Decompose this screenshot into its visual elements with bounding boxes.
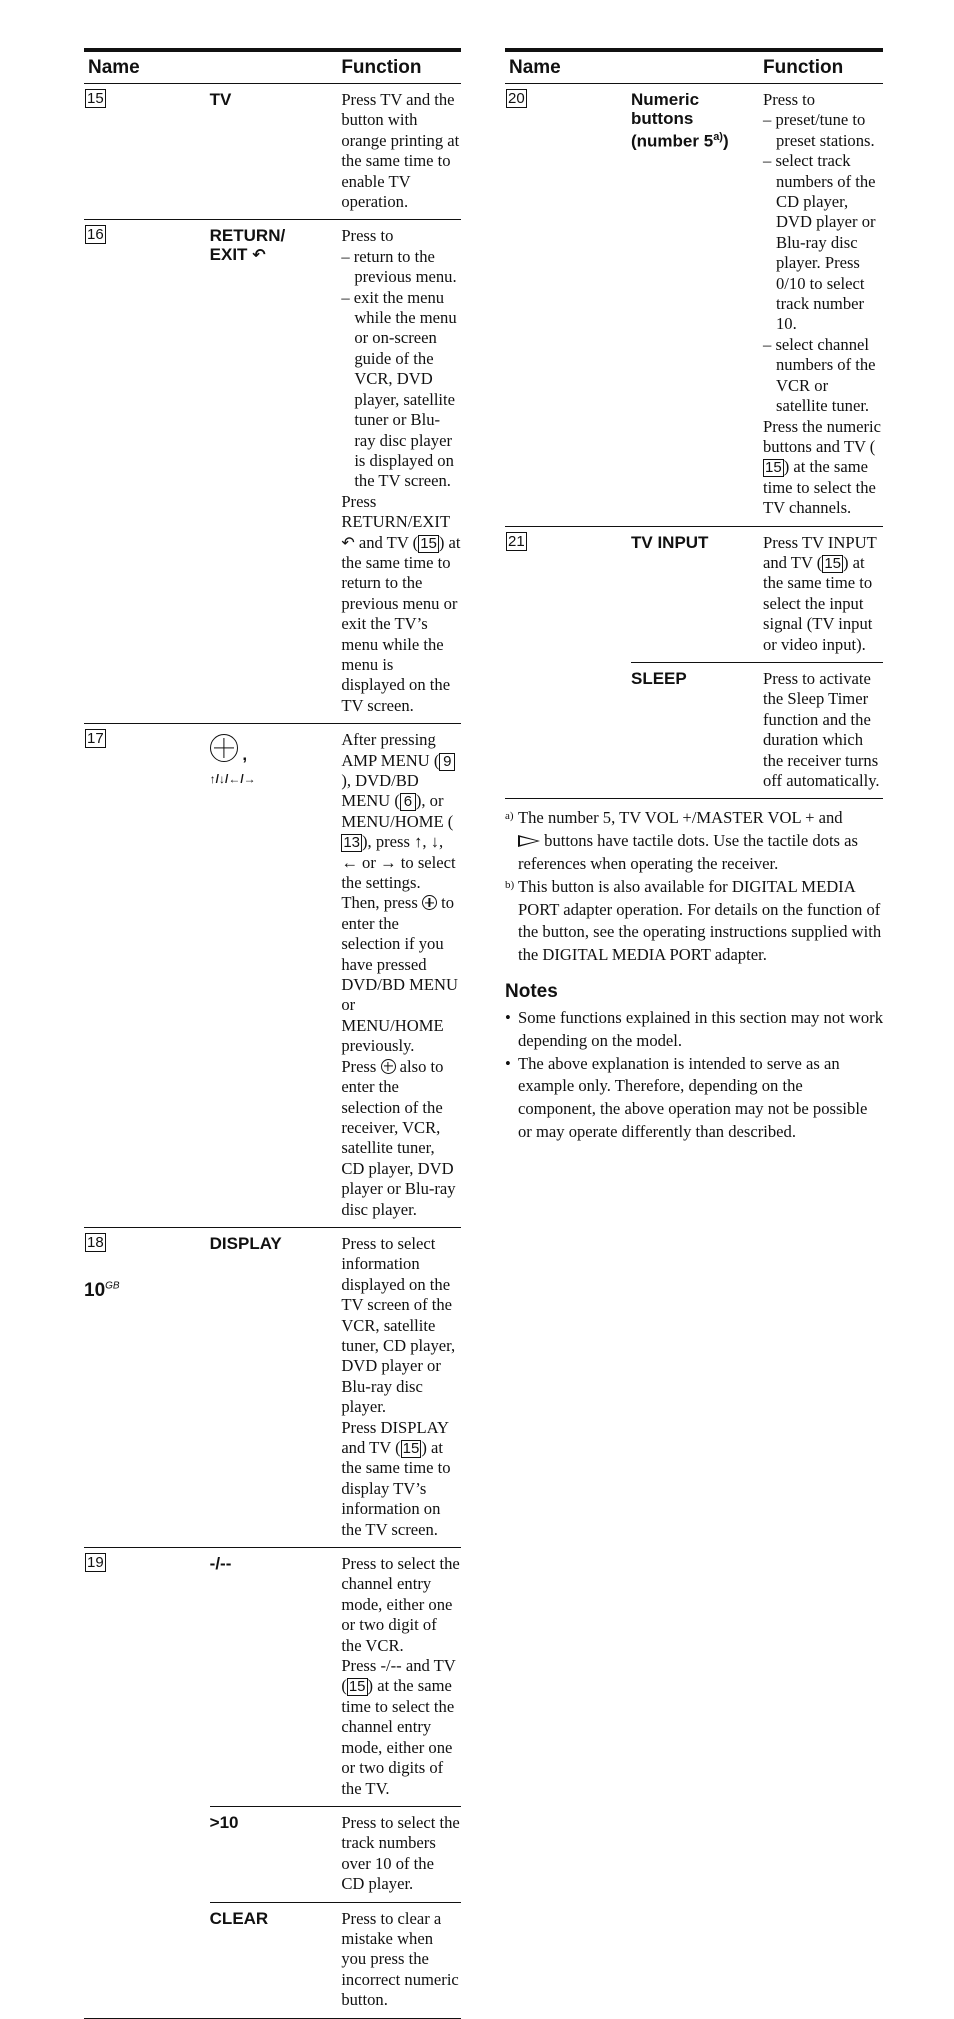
note-item: • Some functions explained in this section may not work depending on the model. bbox=[505, 1007, 883, 1053]
header-function: Function bbox=[757, 50, 883, 84]
function-item: – return to the previous menu. bbox=[341, 247, 461, 288]
row-function: Press TV and the button with orange printing at the same time to enable TV operation. bbox=[335, 84, 461, 220]
name-line: EXIT bbox=[209, 245, 248, 265]
ref-badge: 15 bbox=[348, 1678, 366, 1696]
row-name bbox=[210, 220, 336, 724]
row-number: 21 bbox=[508, 532, 525, 550]
row-name: >10 bbox=[210, 1806, 336, 1902]
note-item: • The above explanation is intended to serve as an example only. Therefore, depending on the component, the above operation may not be possible or may operate differently than described. bbox=[505, 1053, 883, 1144]
footnote-b: b) This button is also available for DIGITAL MEDIA PORT adapter operation. For details on the function of the button, see the operating instructions supplied with the DIGITAL MEDIA PORT adapter. bbox=[505, 876, 882, 965]
row-function: After pressing AMP MENU ( 9), DVD/BD MENU ( 6 ), or MENU/HOME (13 ), press ↑, ↓, ← or → to select the settings. Then, press to enter the selection if you have pressed DVD/BD MENU or MENU/HOME previously. Press also to enter the selection of the receiver, VCR, satellite tuner, CD player, DVD player or Blu-ray disc player. bbox=[335, 724, 461, 1228]
ref-badge: 15 bbox=[420, 534, 437, 552]
footnotes bbox=[505, 807, 883, 967]
function-text: Press RETURN/EXIT ↶ and TV ( 15 ) at the same time to return to the previous menu or exit the TV’s menu while the menu is displayed on the TV screen. bbox=[341, 491, 461, 715]
row-name: DISPLAY bbox=[210, 1227, 336, 1547]
row-number: 15 bbox=[87, 90, 104, 107]
right-function-table bbox=[505, 48, 883, 799]
header-function: Function bbox=[335, 50, 461, 84]
function-item: – select track numbers of the CD player, DVD player or Blu-ray disc player. Press 0/10 to select track number 10. bbox=[763, 151, 883, 335]
row-name: -/-- bbox=[210, 1548, 336, 1807]
page-suffix: GB bbox=[105, 1280, 120, 1292]
table-row bbox=[84, 220, 461, 724]
table-row bbox=[84, 1548, 461, 1807]
enter-cursor-icon bbox=[422, 895, 437, 910]
header-name: Name bbox=[505, 50, 757, 84]
row-number: 16 bbox=[87, 226, 104, 244]
header-name: Name bbox=[84, 50, 335, 84]
row-function: Press to select information displayed on the TV screen of the VCR, satellite tuner, CD player, DVD player or Blu-ray disc player. Press DISPLAY and TV ( 15 ) at the same time to display TV’s information on the TV screen. bbox=[335, 1227, 461, 1547]
row-function bbox=[335, 220, 461, 724]
footnote-a: a) The number 5, TV VOL +/MASTER VOL + and buttons have tactile dots. Use the tactile dots as references when operating the receiver. bbox=[505, 808, 858, 873]
ref-badge: 6 bbox=[400, 793, 416, 811]
notes-title: Notes bbox=[505, 980, 558, 1002]
table-row bbox=[84, 724, 461, 1228]
table-row bbox=[505, 526, 883, 662]
ref-badge: 9 bbox=[439, 753, 455, 771]
return-icon: ↶ bbox=[341, 532, 355, 552]
table-row bbox=[84, 84, 461, 220]
name-line: RETURN/ bbox=[209, 226, 286, 246]
row-name: Numeric buttons (number 5$^{a)}$) bbox=[631, 84, 757, 527]
function-intro: Press to bbox=[341, 226, 394, 246]
ref-badge: 15 bbox=[824, 554, 841, 572]
left-function-table bbox=[84, 48, 461, 2019]
row-name: SLEEP bbox=[631, 662, 757, 798]
row-function: Press TV INPUT and TV ( 15 ) at the same time to select the input signal (TV input or video input). bbox=[757, 526, 883, 662]
ref-badge: 13 bbox=[343, 834, 360, 852]
row-function: Press to select the track numbers over 10 of the CD player. bbox=[335, 1806, 461, 1902]
enter-cursor-icon bbox=[381, 1059, 396, 1074]
row-name: TV bbox=[210, 84, 336, 220]
right-column bbox=[505, 48, 883, 1144]
row-function: Press to – preset/tune to preset stations. – select track numbers of the CD player, DVD player or Blu-ray disc player. Press 0/10 to select track number 10. – select channel numbers of the VCR or satellite tuner. Press the numeric buttons and TV (15 ) at the same time to select the TV channels. bbox=[757, 84, 883, 527]
function-item: – select channel numbers of the VCR or satellite tuner. bbox=[763, 335, 883, 417]
row-function: Press to activate the Sleep Timer function and the duration which the receiver turns off automatically. bbox=[757, 662, 883, 798]
table-row bbox=[505, 84, 883, 527]
ref-badge: 15 bbox=[402, 1440, 420, 1457]
table-row bbox=[84, 1227, 461, 1547]
row-number: 18 bbox=[87, 1233, 104, 1251]
function-item: – preset/tune to preset stations. bbox=[763, 110, 883, 151]
row-name: , ↑/↓/←/→ bbox=[210, 724, 336, 1228]
arrow-keys-icon: ↑/↓/←/→ bbox=[209, 772, 256, 787]
row-number: 19 bbox=[87, 1554, 104, 1572]
function-item: – exit the menu while the menu or on-screen guide of the VCR, DVD player, satellite tuner or Blu-ray disc player is displayed on the TV screen. bbox=[341, 288, 461, 492]
row-function: Press to select the channel entry mode, either one or two digit of the VCR. Press -/-- and TV ( 15 ) at the same time to select the channel entry mode, either one or two digits of the TV. bbox=[335, 1548, 461, 1807]
ref-badge: 15 bbox=[765, 459, 782, 477]
row-name: TV INPUT bbox=[631, 526, 757, 662]
page-number: $10^{GB}$ bbox=[84, 1280, 120, 1301]
row-number: 17 bbox=[87, 730, 104, 748]
row-name: CLEAR bbox=[210, 1902, 336, 2018]
row-number: 20 bbox=[508, 90, 525, 107]
enter-cursor-icon bbox=[210, 734, 238, 762]
return-icon: ↶ bbox=[252, 245, 266, 265]
row-function: Press to clear a mistake when you press the incorrect numeric button. bbox=[335, 1902, 461, 2018]
tactile-triangle-icon bbox=[518, 835, 540, 847]
